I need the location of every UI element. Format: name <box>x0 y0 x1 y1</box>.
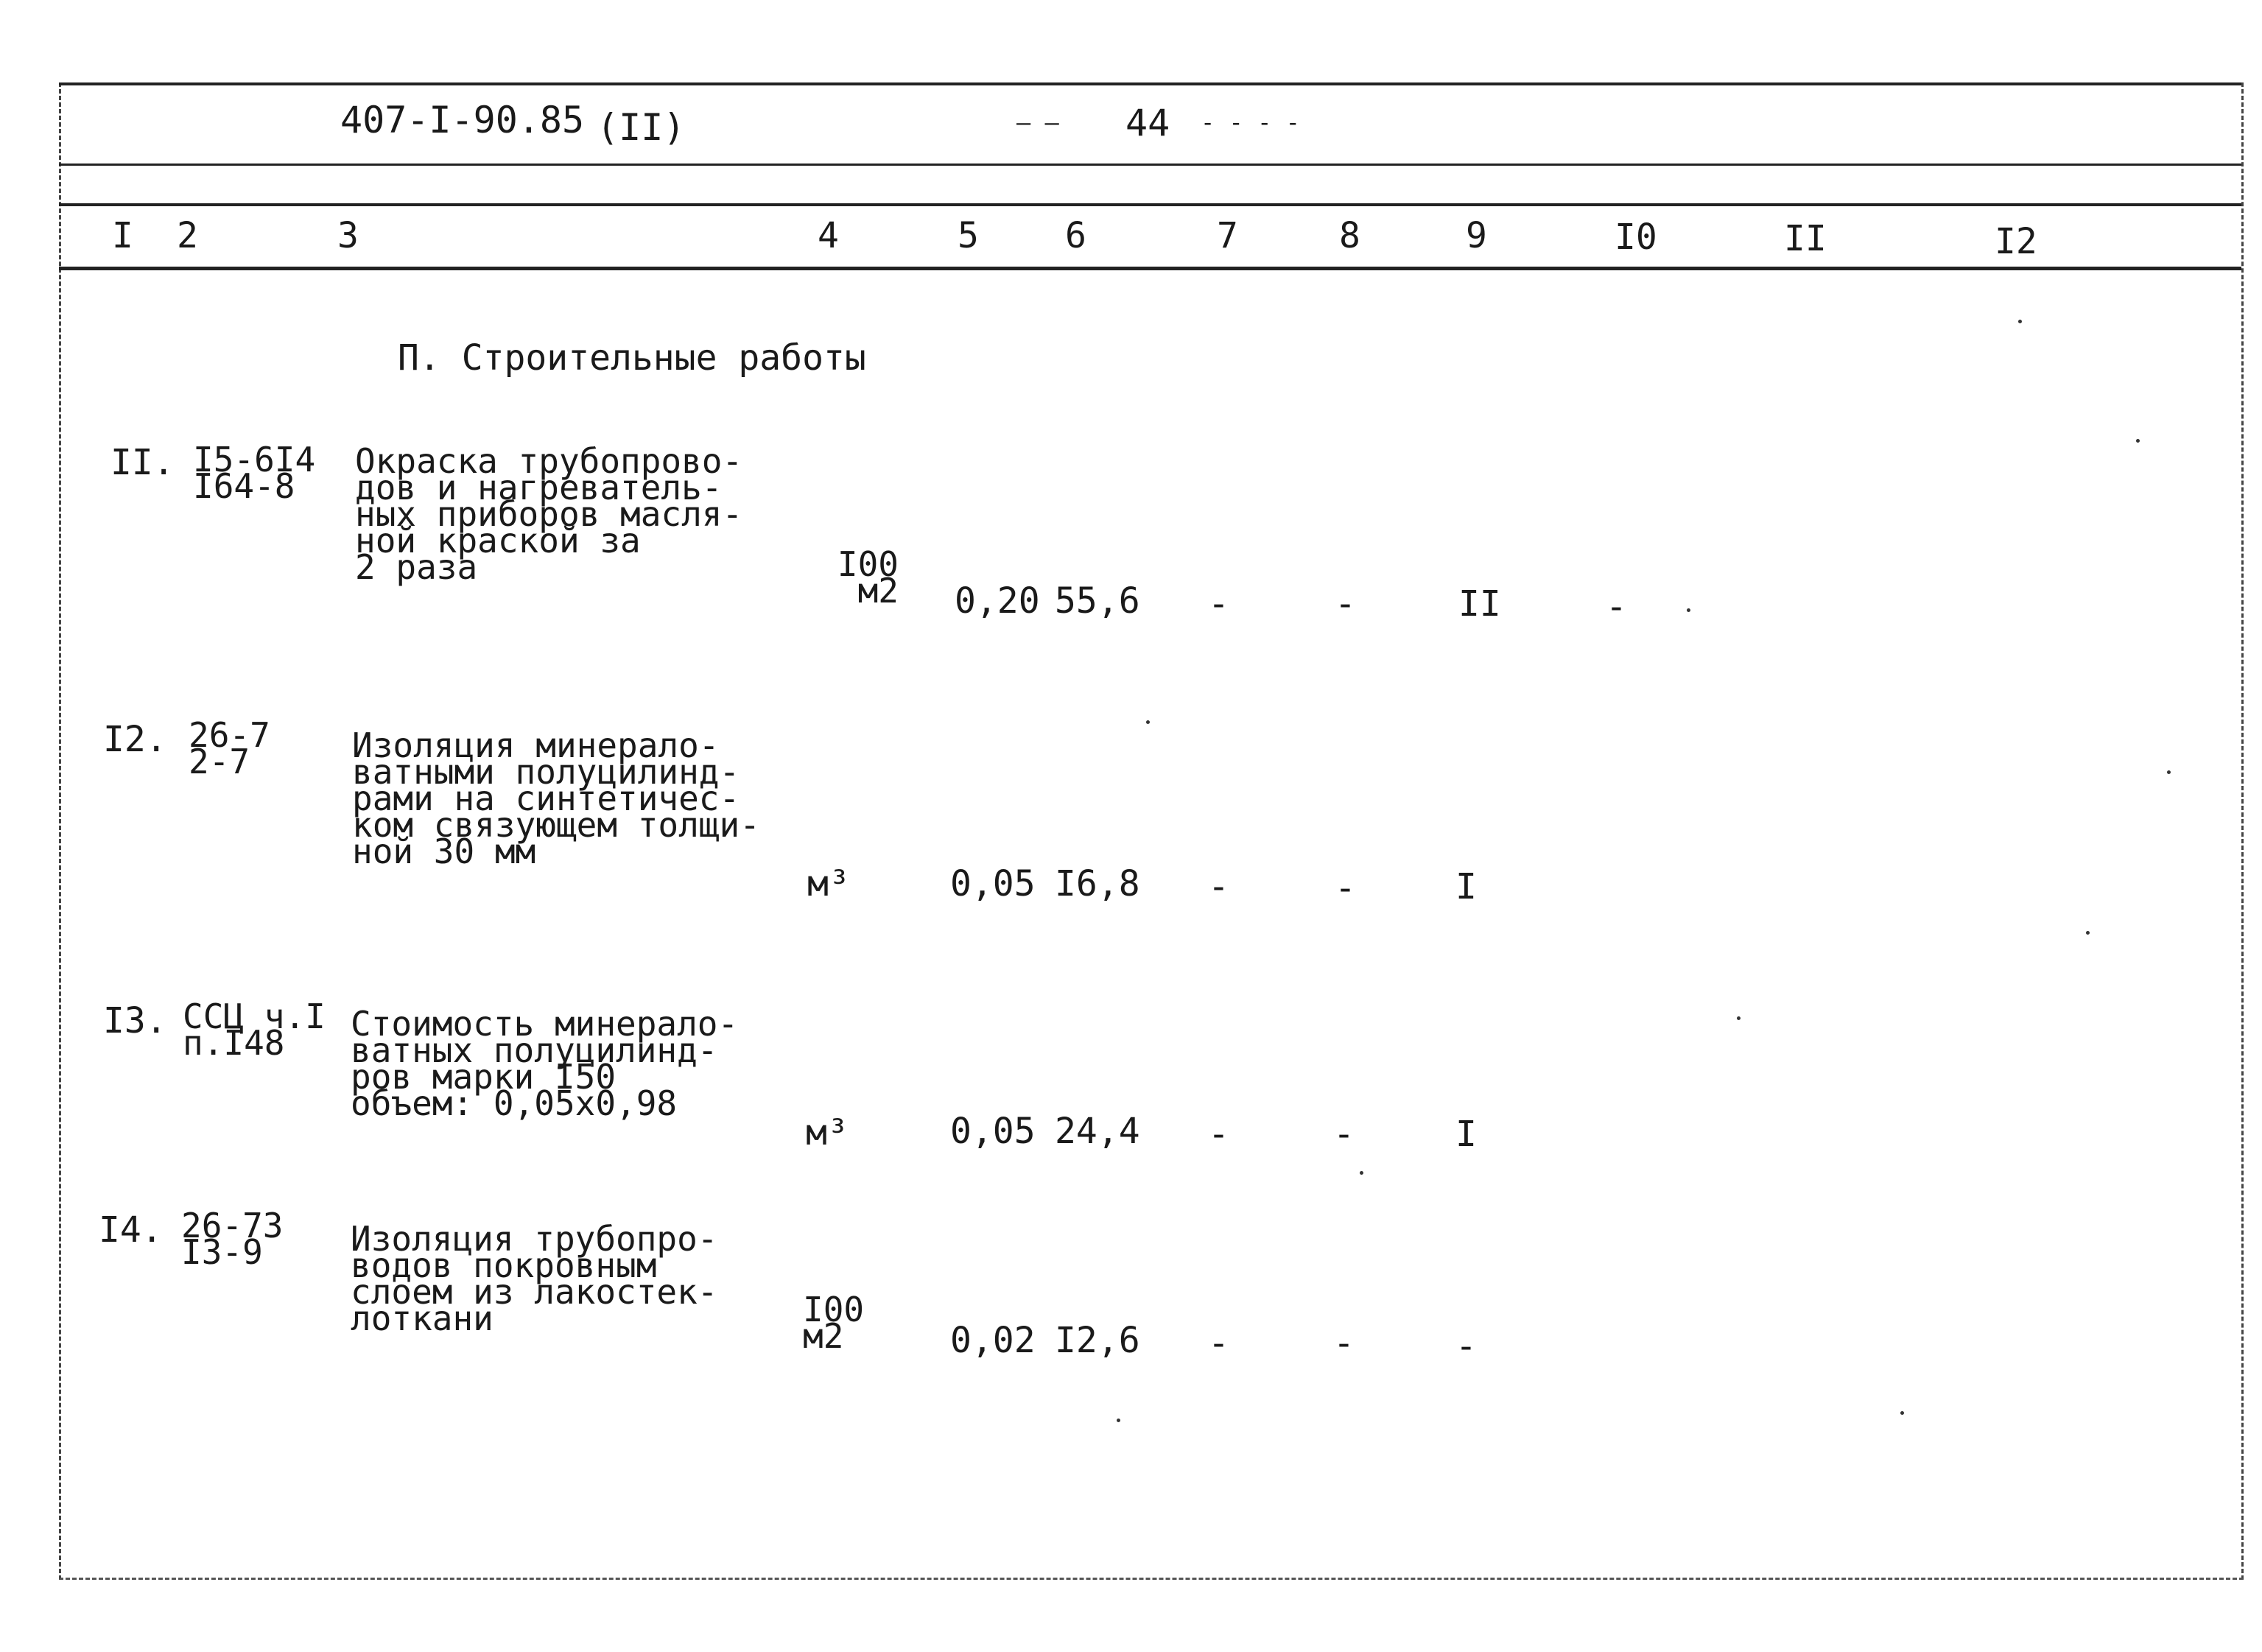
page-number: 44 <box>1125 102 1170 144</box>
row-col5: 0,20 <box>955 580 1040 622</box>
scan-speck <box>2167 770 2171 774</box>
page-number-dash-right: - - - - <box>1201 108 1300 136</box>
row-description: Изоляция трубопро- водов покровным слоем из лакостек- лоткани <box>351 1219 718 1338</box>
column-number-5: 5 <box>958 215 979 256</box>
row-code: 26-7 2-7 <box>189 715 270 781</box>
row-col7: - <box>1208 866 1229 907</box>
column-number-2: 2 <box>177 215 198 256</box>
row-col6: I2,6 <box>1055 1320 1140 1361</box>
row-col9: I <box>1455 1114 1477 1155</box>
row-unit: м³ <box>806 1112 849 1153</box>
page-number-dash-left: — — <box>1016 108 1059 136</box>
column-number-4: 4 <box>818 215 839 256</box>
row-number: I2. <box>103 719 167 760</box>
row-col6: I6,8 <box>1055 863 1140 904</box>
row-col5: 0,02 <box>950 1320 1036 1361</box>
scan-speck <box>2018 320 2022 323</box>
row-description: Изоляция минерало- ватными полуцилинд- рами на синтетичес- ком связующем толщи- ной 30 мм <box>352 725 760 871</box>
row-col8: - <box>1333 1114 1355 1155</box>
row-col9: II <box>1458 583 1501 625</box>
row-number: I3. <box>103 1000 167 1041</box>
column-number-10: I0 <box>1615 217 1657 258</box>
row-description: Стоимость минерало- ватных полуцилинд- ров марки I50 объем: 0,05х0,98 <box>351 1004 739 1123</box>
row-col5: 0,05 <box>950 1111 1036 1152</box>
column-number-8: 8 <box>1339 215 1360 256</box>
row-col8: - <box>1333 1323 1355 1364</box>
row-col10: - <box>1606 586 1627 628</box>
row-code: ССЦ ч.I п.I48 <box>183 997 326 1063</box>
column-header-bottom-line <box>59 267 2241 270</box>
column-header-top-line <box>59 203 2241 206</box>
row-unit: м³ <box>807 863 850 904</box>
header-separator-line <box>59 164 2241 166</box>
column-number-3: 3 <box>337 215 359 256</box>
row-unit: I00 м2 <box>837 544 899 611</box>
row-col6: 55,6 <box>1055 580 1140 622</box>
row-col6: 24,4 <box>1055 1111 1140 1152</box>
row-col9: I <box>1455 866 1477 907</box>
top-border-line <box>59 82 2241 85</box>
row-description: Окраска трубопрово- дов и нагреватель- ных приборов масля- ной краской за 2 раза <box>355 441 743 587</box>
scan-speck <box>1737 1016 1741 1020</box>
row-col7: - <box>1208 1114 1229 1155</box>
scan-speck <box>1900 1411 1904 1415</box>
row-col8: - <box>1335 868 1356 909</box>
document-part: (II) <box>597 106 686 149</box>
scan-speck <box>2136 439 2140 443</box>
row-col5: 0,05 <box>950 863 1036 904</box>
scan-speck <box>1360 1171 1363 1175</box>
scan-speck <box>1117 1419 1120 1422</box>
row-number: I4. <box>99 1209 163 1251</box>
column-number-7: 7 <box>1217 215 1238 256</box>
document-code: 407-I-90.85 <box>340 99 585 141</box>
scan-speck <box>2086 931 2090 935</box>
section-title: П. Строительные работы <box>398 337 866 379</box>
column-number-9: 9 <box>1466 215 1487 256</box>
row-code: 26-73 I3-9 <box>181 1206 284 1272</box>
column-number-6: 6 <box>1065 215 1086 256</box>
row-number: II. <box>110 442 175 483</box>
scan-speck <box>1146 720 1150 724</box>
column-number-12: I2 <box>1995 221 2037 262</box>
row-col9: - <box>1455 1326 1477 1367</box>
column-number-1: I <box>112 215 133 256</box>
row-col7: - <box>1208 583 1229 625</box>
scan-speck <box>1687 608 1690 612</box>
row-unit: I00 м2 <box>803 1290 865 1356</box>
row-code: I5-6I4 I64-8 <box>193 440 316 506</box>
row-col8: - <box>1335 583 1356 625</box>
row-col7: - <box>1208 1323 1229 1364</box>
column-number-11: II <box>1784 218 1827 259</box>
